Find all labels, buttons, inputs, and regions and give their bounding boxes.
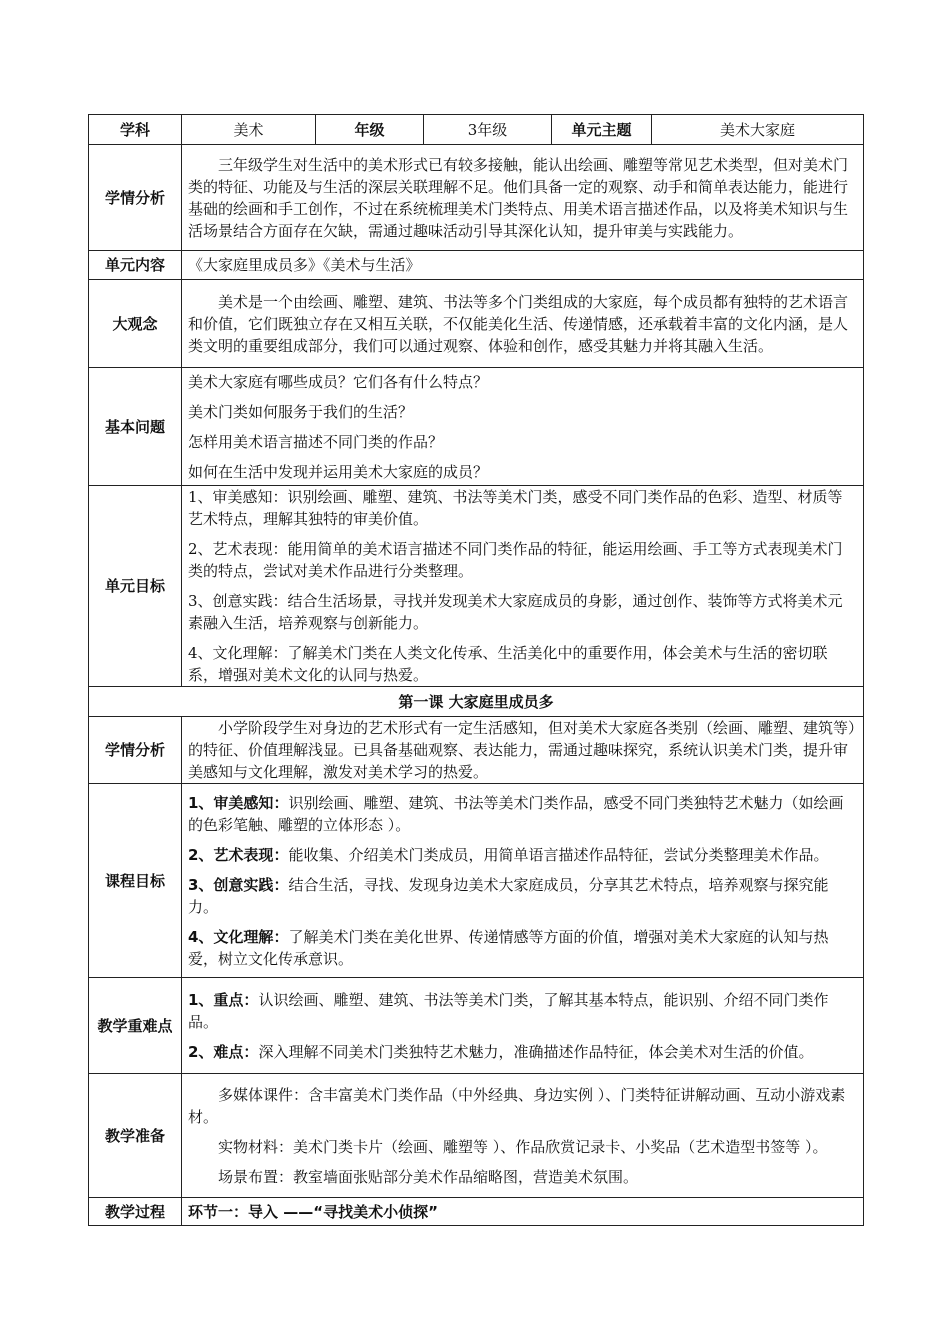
big-concept-text: 美术是一个由绘画、雕塑、建筑、书法等多个门类组成的大家庭，每个成员都有独特的艺术语言和价值，它们既独立存在又相互关联，不仅能美化生活、传递情感，还承载着丰富的文化内涵，是人类文明的重要组成部分，我们可以通过观察、体验和创作，感受其魅力并将其融入生活。: [188, 292, 849, 355]
course-goal-text: 识别绘画、雕塑、建筑、书法等美术门类作品，感受不同门类独特艺术魅力（如绘画的色彩笔触、雕塑的立体形态 ）。: [188, 793, 844, 834]
process-step-title: 环节一：导入 ——“寻找美术小侦探”: [188, 1202, 438, 1221]
question-item: 美术大家庭有哪些成员？它们各有什么特点？: [188, 372, 489, 391]
question-item: 美术门类如何服务于我们的生活？: [188, 402, 414, 421]
course-goal-text: 结合生活，寻找、发现身边美术大家庭成员，分享其艺术特点，培养观察与探究能力。: [188, 875, 829, 916]
course-goal-head: 1、审美感知：: [188, 793, 289, 812]
key-point-head: 2、难点：: [188, 1042, 259, 1061]
course-goal-head: 2、艺术表现：: [188, 845, 289, 864]
teaching-prep-label: 教学准备: [89, 1074, 182, 1198]
prep-item: 场景布置：教室墙面张贴部分美术作品缩略图，营造美术氛围。: [218, 1167, 639, 1186]
header-row: [89, 115, 864, 145]
course-goal-item: [188, 792, 857, 836]
course-goal-item: [188, 926, 857, 970]
unit-analysis-label: 学情分析: [89, 145, 182, 251]
lesson-title: 第一课 大家庭里成员多: [89, 687, 864, 717]
grade-value: 3年级: [424, 115, 552, 145]
course-goals-row: [89, 784, 864, 978]
key-point-text: 认识绘画、雕塑、建筑、书法等美术门类，了解其基本特点，能识别、介绍不同门类作品。: [188, 990, 829, 1031]
lesson-analysis-text: 小学阶段学生对身边的艺术形式有一定生活感知，但对美术大家庭各类别（绘画、雕塑、建筑等）的特征、价值理解浅显。已具备基础观察、表达能力，需通过趣味探究，系统认识美术门类，提升审美感知与文化理解，激发对美术学习的热爱。: [188, 719, 856, 781]
course-goal-text: 能收集、介绍美术门类成员，用简单语言描述作品特征，尝试分类整理美术作品。: [288, 845, 829, 864]
key-points-row: [89, 978, 864, 1074]
grade-label: 年级: [316, 115, 424, 145]
theme-value: 美术大家庭: [652, 115, 864, 145]
key-point-item: [188, 989, 857, 1033]
lesson-plan-table: [88, 114, 864, 1226]
unit-goal-item: 2、艺术表现：能用简单的美术语言描述不同门类作品的特征，能运用绘画、手工等方式表现美术门类的特点，尝试对美术作品进行分类整理。: [188, 540, 843, 580]
prep-item: 实物材料：美术门类卡片（绘画、雕塑等 ）、作品欣赏记录卡、小奖品（艺术造型书签等 ）。: [218, 1137, 828, 1156]
question-item: 如何在生活中发现并运用美术大家庭的成员？: [188, 462, 489, 481]
question-item: 怎样用美术语言描述不同门类的作品？: [188, 432, 444, 451]
basic-questions-label: 基本问题: [89, 368, 182, 486]
unit-goals-row: [89, 486, 864, 687]
subject-label: 学科: [89, 115, 182, 145]
unit-content-label: 单元内容: [89, 251, 182, 280]
course-goal-item: [188, 844, 857, 866]
unit-content-row: [89, 251, 864, 280]
unit-goal-item: 4、文化理解：了解美术门类在人类文化传承、生活美化中的重要作用，体会美术与生活的密切联系，增强对美术文化的认同与热爱。: [188, 644, 828, 684]
unit-content-text: 《大家庭里成员多》《美术与生活》: [188, 256, 421, 274]
basic-questions-row: [89, 368, 864, 486]
unit-analysis-text: 三年级学生对生活中的美术形式已有较多接触，能认出绘画、雕塑等常见艺术类型，但对美术门类的特征、功能及与生活的深层关联理解不足。他们具备一定的观察、动手和简单表达能力，能进行基础的绘画和手工创作，不过在系统梳理美术门类特点、用美术语言描述作品，以及将美术知识与生活场景结合方面存在欠缺，需通过趣味活动引导其深化认知，提升审美与实践能力。: [188, 155, 849, 240]
unit-goal-item: 3、创意实践：结合生活场景，寻找并发现美术大家庭成员的身影，通过创作、装饰等方式将美术元素融入生活，培养观察与创新能力。: [188, 592, 843, 632]
course-goal-item: [188, 874, 857, 918]
teaching-process-label: 教学过程: [89, 1198, 182, 1226]
prep-item: 多媒体课件：含丰富美术门类作品（中外经典、身边实例 ）、门类特征讲解动画、互动小游戏素材。: [188, 1085, 846, 1126]
key-point-head: 1、重点：: [188, 990, 259, 1009]
lesson-analysis-row: [89, 717, 864, 784]
lesson-analysis-label: 学情分析: [89, 717, 182, 784]
teaching-prep-row: [89, 1074, 864, 1198]
unit-analysis-row: [89, 145, 864, 251]
big-concept-row: [89, 280, 864, 368]
key-point-text: 深入理解不同美术门类独特艺术魅力，准确描述作品特征，体会美术对生活的价值。: [258, 1042, 814, 1061]
unit-goals-label: 单元目标: [89, 486, 182, 687]
course-goal-text: 了解美术门类在美化世界、传递情感等方面的价值，增强对美术大家庭的认知与热爱，树立文化传承意识。: [188, 927, 829, 968]
big-concept-label: 大观念: [89, 280, 182, 368]
teaching-process-row: [89, 1198, 864, 1226]
unit-goal-item: 1、审美感知：识别绘画、雕塑、建筑、书法等美术门类，感受不同门类作品的色彩、造型、材质等艺术特点，理解其独特的审美价值。: [188, 488, 843, 528]
lesson-title-row: [89, 687, 864, 717]
key-point-item: [188, 1041, 857, 1063]
key-points-label: 教学重难点: [89, 978, 182, 1074]
course-goal-head: 4、文化理解：: [188, 927, 289, 946]
subject-value: 美术: [182, 115, 316, 145]
course-goals-label: 课程目标: [89, 784, 182, 978]
theme-label: 单元主题: [552, 115, 652, 145]
course-goal-head: 3、创意实践：: [188, 875, 289, 894]
